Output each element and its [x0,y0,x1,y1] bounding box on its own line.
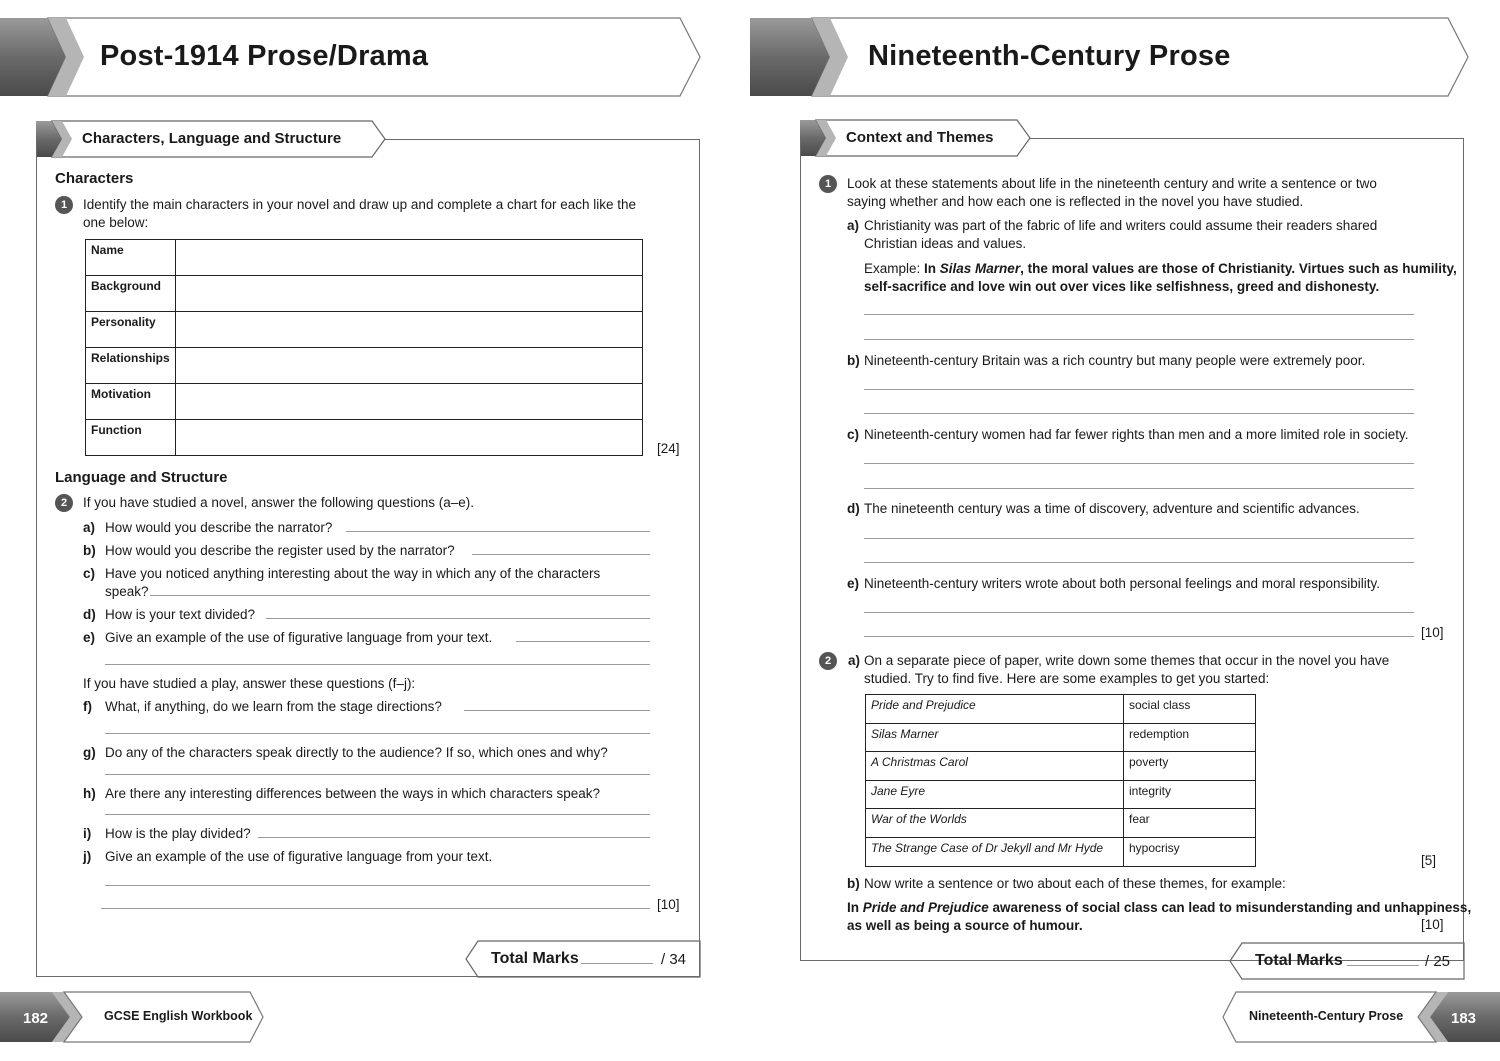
q2b-label: b) [83,543,96,558]
language-heading: Language and Structure [55,469,228,486]
right-total-marks-label: Total Marks [1255,952,1343,969]
chart-row-label: Personality [86,312,176,348]
r-q1c-text: Nineteenth-century women had far fewer rights than men and a more limited role in society. [864,427,1409,442]
q1-marks: [24] [657,441,680,456]
r-q2b-label: b) [847,876,860,891]
theme-name: integrity [1124,780,1256,809]
r-q1a-text-cont: Christian ideas and values. [864,236,1027,251]
answer-line[interactable] [864,612,1414,613]
answer-line[interactable] [864,636,1414,637]
r-q2b-example-cont: as well as being a source of humour. [847,918,1083,933]
left-section-title: Characters, Language and Structure [82,130,342,147]
q2c-text: Have you noticed anything interesting about the way in which any of the characters [105,566,601,581]
total-marks-line[interactable] [581,963,653,964]
right-footer-title: Nineteenth-Century Prose [1249,1009,1404,1023]
q2c-text-cont: speak? [105,584,149,599]
answer-line[interactable] [105,885,650,886]
r-q1b-text: Nineteenth-century Britain was a rich country but many people were extremely poor. [864,353,1366,368]
chart-cell[interactable] [176,276,643,312]
answer-line[interactable] [864,463,1414,464]
chart-cell[interactable] [176,420,643,456]
answer-line[interactable] [150,595,650,596]
r-q2a-text-cont: studied. Try to find five. Here are some examples to get you started: [864,671,1270,686]
q2f-text: What, if anything, do we learn from the stage directions? [105,699,442,714]
chart-row-label: Motivation [86,384,176,420]
q2d-label: d) [83,607,96,622]
answer-line[interactable] [864,538,1414,539]
r-q1c-label: c) [847,427,860,442]
answer-line[interactable] [472,554,650,555]
right-total-marks-value: / 25 [1425,953,1451,970]
left-total-marks-value: / 34 [661,951,687,968]
theme-book: A Christmas Carol [866,752,1124,781]
answer-line[interactable] [864,562,1414,563]
q1-text-line1: Identify the main characters in your novel and draw up and complete a chart for each like the [83,197,637,212]
r-q1d-label: d) [847,501,860,516]
total-marks-line[interactable] [1347,965,1419,966]
answer-line[interactable] [346,531,650,532]
right-page-number: 183 [1451,1010,1477,1027]
left-total-marks-label: Total Marks [491,950,579,967]
q2e-label: e) [83,630,96,645]
chart-cell[interactable] [176,384,643,420]
q2a-text: How would you describe the narrator? [105,520,333,535]
question-number-1: 1 [819,175,837,193]
q2g-text: Do any of the characters speak directly to the audience? If so, which ones and why? [105,745,608,760]
answer-line[interactable] [258,837,650,838]
r-q1a-example: Example: In Silas Marner, the moral values are those of Christianity. Virtues such as humility, [864,261,1457,276]
q2-marks: [10] [657,897,680,912]
left-page-number: 182 [23,1010,49,1027]
r-q1-marks: [10] [1421,625,1444,640]
theme-book: Jane Eyre [866,780,1124,809]
q2-play-intro: If you have studied a play, answer these questions (f–j): [83,676,416,691]
r-q1a-label: a) [847,218,860,233]
themes-table [865,694,1256,867]
chart-cell[interactable] [176,312,643,348]
q2b-text: How would you describe the register used by the narrator? [105,543,455,558]
q2i-label: i) [83,826,92,841]
answer-line[interactable] [105,814,650,815]
answer-line[interactable] [864,488,1414,489]
q2-intro: If you have studied a novel, answer the following questions (a–e). [83,495,474,510]
r-q1a-text: Christianity was part of the fabric of life and writers could assume their readers shared [864,218,1378,233]
right-section-title: Context and Themes [846,129,994,146]
q2f-label: f) [83,699,92,714]
q2e-text: Give an example of the use of figurative language from your text. [105,630,493,645]
r-q1-intro: Look at these statements about life in the nineteenth century and write a sentence or two [847,176,1377,191]
theme-name: poverty [1124,752,1256,781]
theme-name: social class [1124,695,1256,724]
chart-row-label: Function [86,420,176,456]
right-page-title: Nineteenth-Century Prose [868,40,1231,72]
q2d-text: How is your text divided? [105,607,256,622]
r-q1a-example-cont: self-sacrifice and love win out over vices like selfishness, greed and dishonesty. [864,279,1380,294]
answer-line[interactable] [864,339,1414,340]
r-q1e-text: Nineteenth-century writers wrote about both personal feelings and moral responsibility. [864,576,1381,591]
answer-line[interactable] [105,774,650,775]
r-q1-intro-cont: saying whether and how each one is reflected in the novel you have studied. [847,194,1304,209]
left-footer-title: GCSE English Workbook [104,1009,253,1023]
answer-line[interactable] [464,710,650,711]
r-q1d-text: The nineteenth century was a time of discovery, adventure and scientific advances. [864,501,1360,516]
answer-line[interactable] [266,618,650,619]
q2h-label: h) [83,786,96,801]
theme-name: hypocrisy [1124,837,1256,866]
q2j-text: Give an example of the use of figurative language from your text. [105,849,493,864]
answer-line[interactable] [105,733,650,734]
theme-book: Pride and Prejudice [866,695,1124,724]
chart-row-label: Name [86,240,176,276]
theme-book: The Strange Case of Dr Jekyll and Mr Hyde [866,837,1124,866]
r-q1e-label: e) [847,576,860,591]
theme-name: redemption [1124,723,1256,752]
q2h-text: Are there any interesting differences between the ways in which characters speak? [105,786,601,801]
theme-book: Silas Marner [866,723,1124,752]
answer-line[interactable] [101,908,650,909]
q2i-text: How is the play divided? [105,826,251,841]
r-q1b-label: b) [847,353,860,368]
theme-book: War of the Worlds [866,809,1124,838]
q1-text-line2: one below: [83,215,149,230]
characters-heading: Characters [55,170,134,187]
question-number-2: 2 [819,652,837,670]
r-q2a-marks: [5] [1421,853,1437,868]
q2c-label: c) [83,566,96,581]
r-q2a-label: a) [848,653,861,668]
r-q2b-text: Now write a sentence or two about each of these themes, for example: [864,876,1286,891]
answer-line[interactable] [864,314,1414,315]
answer-line[interactable] [105,664,650,665]
chart-row-label: Relationships [86,348,176,384]
chart-cell[interactable] [176,240,643,276]
character-chart [85,239,643,456]
question-number-1: 1 [55,196,73,214]
question-number-2: 2 [55,494,73,512]
q2a-label: a) [83,520,96,535]
q2g-label: g) [83,745,96,760]
chart-row-label: Background [86,276,176,312]
q2j-label: j) [83,849,92,864]
r-q2a-text: On a separate piece of paper, write down some themes that occur in the novel you have [864,653,1390,668]
answer-line[interactable] [516,641,650,642]
r-q2b-marks: [10] [1421,917,1444,932]
answer-line[interactable] [864,389,1414,390]
answer-line[interactable] [864,413,1414,414]
theme-name: fear [1124,809,1256,838]
chart-cell[interactable] [176,348,643,384]
r-q2b-example: In Pride and Prejudice awareness of social class can lead to misunderstanding and unhappiness, [847,900,1472,915]
left-page-title: Post-1914 Prose/Drama [100,40,429,72]
